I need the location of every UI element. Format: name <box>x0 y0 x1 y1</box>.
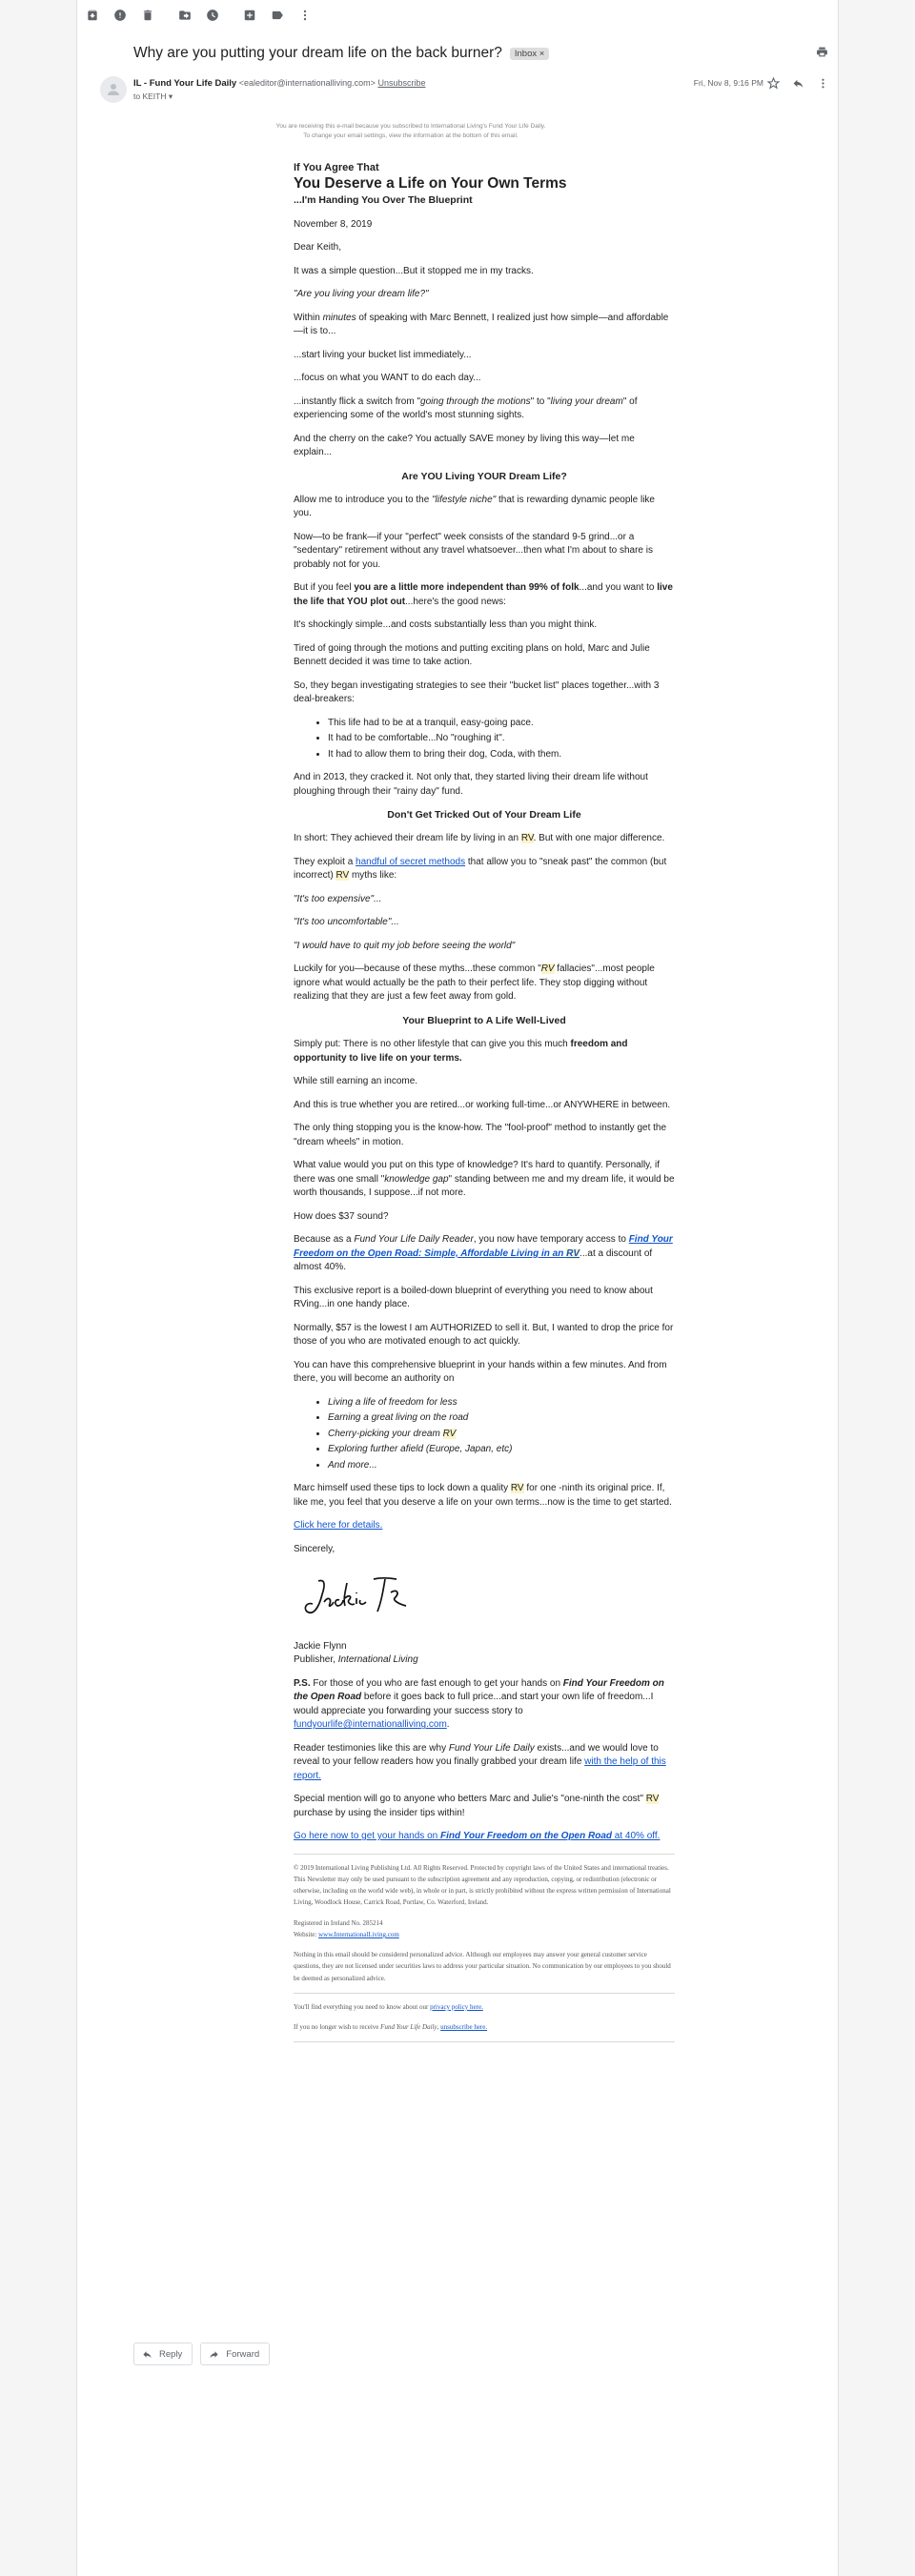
email-date: Fri, Nov 8, 9:16 PM <box>693 78 763 88</box>
sender-name[interactable]: IL - Fund Your Life Daily <box>133 78 237 89</box>
disclaimer-text: Nothing in this email should be considered personalized advice. Although our employees may answer your general customer service questions, they are not licensed under securities laws to address your particular situation. No communication by our employees to you should be deemed as personalized advice. <box>294 1951 671 1982</box>
remove-label-icon[interactable]: × <box>539 48 545 59</box>
myth-quote: "I would have to quit my job before seeing the world" <box>294 940 516 951</box>
paragraph: While still earning an income. <box>294 1076 418 1087</box>
report-spam-icon[interactable] <box>111 6 130 25</box>
recipient-line[interactable] <box>133 91 173 102</box>
paragraph: And this is true whether you are retired...or working full-time...or ANYWHERE in between. <box>294 1099 671 1110</box>
notice-line-1: You are receiving this e-mail because you subscribed to International Living's Fund Your Life Daily. <box>275 123 546 130</box>
website-link[interactable]: www.InternationalLiving.com <box>318 1930 399 1938</box>
paragraph: And the cherry on the cake? You actually SAVE money by living this way—let me explain... <box>294 433 635 458</box>
reply-forward-bar <box>133 2343 277 2365</box>
divider <box>294 1854 675 1855</box>
sender-line <box>133 78 425 89</box>
list-item: • Earning a great living on the road <box>328 1411 675 1426</box>
letter-date: November 8, 2019 <box>294 218 373 230</box>
section-heading: Don't Get Tricked Out of Your Dream Life <box>387 809 581 821</box>
paragraph <box>294 288 675 302</box>
paragraph: It's shockingly simple...and costs substantially less than you might think. <box>294 619 598 631</box>
delete-icon[interactable] <box>138 6 157 25</box>
paragraph: What value would you put on this type of knowledge? It's hard to quantify. Personally, if there was one small "knowledge gap" standing between me and my dream life, it would be worth thousands, I suppose...if not more. <box>294 1160 675 1199</box>
paragraph: You can have this comprehensive blueprint in your hands within a few minutes. And from there, you will become an authority on <box>294 1359 667 1385</box>
reply-arrow-icon <box>142 2349 152 2360</box>
paragraph: Sincerely, <box>294 1543 336 1554</box>
paragraph: Reader testimonies like this are why Fund Your Life Daily exists...and we would love to reveal to your fellow readers how you finally grabbed your dream life with the help of this report. <box>294 1742 666 1781</box>
details-link[interactable]: Click here for details. <box>294 1520 383 1531</box>
archive-icon[interactable] <box>83 6 102 25</box>
divider <box>294 2041 675 2042</box>
paragraph: Special mention will go to anyone who betters Marc and Julie's "one-ninth the cost" RV purchase by using the insider tips within! <box>294 1794 660 1818</box>
reply-icon[interactable] <box>790 75 805 91</box>
paragraph: And in 2013, they cracked it. Not only that, they started living their dream life without ploughing through their "rainy day" fund. <box>294 772 648 797</box>
inbox-label-chip[interactable] <box>510 48 549 60</box>
headline-3: ...I'm Handing You Over The Blueprint <box>294 194 473 207</box>
paragraph: Within minutes of speaking with Marc Bennett, I realized just how simple—and affordable—it is to... <box>294 312 669 337</box>
header-actions <box>756 75 830 91</box>
myth-quote: "It's too uncomfortable"... <box>294 917 399 928</box>
greeting: Dear Keith, <box>294 242 342 254</box>
paragraph: Now—to be frank—if your "perfect" week consists of the standard 9-5 grind...or a "sedentary" retirement without any travel whatsoever...then what I'm about to share is probably not for you. <box>294 531 653 570</box>
secret-methods-link[interactable]: handful of secret methods <box>356 856 466 867</box>
signature-block: Jackie Flynn Publisher, International Living <box>294 1640 418 1666</box>
discount-link[interactable]: Go here now to get your hands on Find Your Freedom on the Open Road at 40% off. <box>294 1831 661 1842</box>
paragraph: ...start living your bucket list immediately... <box>294 349 472 360</box>
paragraph: Simply put: There is no other lifestyle that can give you this much freedom and opportunity to live life on your terms. <box>294 1039 628 1064</box>
headline-1: If You Agree That <box>294 162 379 173</box>
sender-avatar <box>100 76 127 103</box>
copyright-text: © 2019 International Living Publishing Ltd. All Rights Reserved. Protected by copyright laws of the United States and international treaties. This Newsletter may only be used pursuant to the subscription agreement and any reproduction, copying, or redistribution (electronic or otherwise, including on the world wide web), in whole or in part, is strictly prohibited without the express written permission of International Living, Woodlock House, Carrick Road, Portlaw, Co. Waterford, Ireland. <box>294 1863 671 1907</box>
divider <box>294 1993 675 1994</box>
unsubscribe-line: If you no longer wish to receive Fund Your Life Daily, unsubscribe here. <box>294 2023 488 2032</box>
paragraph: Because as a Fund Your Life Daily Reader, you now have temporary access to Find Your Freedom on the Open Road: Simple, Affordable Living in an RV...at a discount of almost 40%. <box>294 1234 673 1273</box>
paragraph: Tired of going through the motions and putting exciting plans on hold, Marc and Julie Bennett decided it was time to take action. <box>294 642 650 668</box>
add-to-tasks-icon[interactable] <box>240 6 259 25</box>
headline-2: You Deserve a Life on Your Own Terms <box>294 175 567 193</box>
paragraph: It was a simple question...But it stopped me in my tracks. <box>294 265 534 276</box>
reply-button[interactable] <box>133 2343 193 2365</box>
postscript: P.S. For those of you who are fast enough to get your hands on Find Your Freedom on the Open Road before it goes back to full price...and start your own life of freedom...I would appreciate you forwarding your success story to fundyourlife@internationalliving.com. <box>294 1677 664 1731</box>
paragraph: The only thing stopping you is the know-how. The "fool-proof" method to instantly get the "dream wheels" in motion. <box>294 1123 667 1147</box>
list-item: • This life had to be at a tranquil, easy-going pace. <box>328 717 675 731</box>
star-icon[interactable] <box>765 75 781 91</box>
reply-label: Reply <box>159 2348 183 2360</box>
unsubscribe-link[interactable]: Unsubscribe <box>377 78 426 88</box>
recipient-text: to KEITH <box>133 91 167 101</box>
list-item: • It had to be comfortable...No "roughing it". <box>328 732 675 746</box>
privacy-policy-link[interactable]: privacy policy here. <box>430 2002 483 2011</box>
paragraph: This exclusive report is a boiled-down blueprint of everything you need to know about RVing...in one handy place. <box>294 1285 653 1310</box>
benefit-list <box>328 1396 675 1473</box>
registration-block: Registered in Ireland No. 285214 Website: www.InternationalLiving.com <box>294 1918 399 1938</box>
paragraph <box>294 1519 675 1533</box>
section-heading: Your Blueprint to A Life Well-Lived <box>402 1014 566 1026</box>
myth-quote: "It's too expensive"... <box>294 893 382 904</box>
subject-row <box>133 42 839 65</box>
paragraph: They exploit a handful of secret methods that allow you to "sneak past" the common (but incorrect) RV myths like: <box>294 856 667 882</box>
email-footer <box>294 1862 675 2043</box>
email-view <box>76 0 839 2576</box>
paragraph: Luckily for you—because of these myths...these common "RV fallacies"...most people ignore what would actually be the path to their perfect life. They stop digging without realizing that they are just a few feet away from gold. <box>294 963 655 1003</box>
inbox-label-text: Inbox <box>514 48 538 59</box>
list-item: • And more... <box>328 1459 675 1473</box>
toolbar <box>77 0 840 30</box>
forward-label: Forward <box>226 2348 260 2360</box>
chevron-down-icon[interactable]: ▾ <box>168 91 173 101</box>
report-link[interactable]: Find Your Freedom on the Open Road: Simple, Affordable Living in an RV <box>294 1234 673 1259</box>
more-icon[interactable] <box>295 6 315 25</box>
forward-button[interactable] <box>200 2343 270 2365</box>
paragraph: ...instantly flick a switch from "going through the motions" to "living your dream" of experiencing some of the world's most stunning sights. <box>294 396 638 421</box>
paragraph: So, they began investigating strategies to see their "bucket list" places together...with 3 deal-breakers: <box>294 679 660 705</box>
section-heading: Are YOU Living YOUR Dream Life? <box>401 470 567 482</box>
footer-unsubscribe-link[interactable]: unsubscribe here. <box>440 2023 488 2032</box>
subscription-notice <box>220 122 601 141</box>
more-options-icon[interactable] <box>815 75 830 91</box>
report-help-link[interactable]: with the help of this report. <box>294 1756 666 1781</box>
deal-breaker-list <box>328 717 675 762</box>
print-icon[interactable] <box>816 46 831 61</box>
sender-email: <ealeditor@internationalliving.com> <box>238 78 376 88</box>
snooze-icon[interactable] <box>203 6 222 25</box>
notice-line-2: To change your email settings, view the information at the bottom of this email. <box>303 132 518 139</box>
email-body <box>294 162 675 2050</box>
paragraph: Marc himself used these tips to lock down a quality RV for one -ninth its original price. If, like me, you feel that you deserve a life on your own terms...now is the time to get started. <box>294 1483 672 1508</box>
list-item: • Cherry-picking your dream RV <box>328 1428 675 1442</box>
paragraph <box>294 1830 675 1844</box>
label-icon[interactable] <box>268 6 287 25</box>
quote: "Are you living your dream life?" <box>294 289 429 300</box>
paragraph: Normally, $57 is the lowest I am AUTHORIZED to sell it. But, I wanted to drop the price for those of you who are motivated enough to act quickly. <box>294 1322 674 1348</box>
privacy-line: You'll find everything you need to know about our privacy policy here. <box>294 2002 483 2011</box>
success-story-email-link[interactable]: fundyourlife@internationalliving.com <box>294 1719 447 1731</box>
paragraph: How does $37 sound? <box>294 1210 389 1222</box>
forward-arrow-icon <box>209 2349 219 2360</box>
list-item: • It had to allow them to bring their dog, Coda, with them. <box>328 748 675 762</box>
signature-name: Jackie Flynn <box>294 1640 347 1652</box>
email-subject: Why are you putting your dream life on the back burner? <box>133 45 502 61</box>
paragraph: Allow me to introduce you to the "lifestyle niche" that is rewarding dynamic people like you. <box>294 494 655 519</box>
list-item: • Living a life of freedom for less <box>328 1396 675 1410</box>
paragraph: ...focus on what you WANT to do each day... <box>294 373 481 384</box>
paragraph: But if you feel you are a little more independent than 99% of folk...and you want to live the life that YOU plot out...here's the good news: <box>294 582 673 607</box>
list-item: • Exploring further afield (Europe, Japan, etc) <box>328 1443 675 1457</box>
move-to-icon[interactable] <box>175 6 194 25</box>
paragraph: In short: They achieved their dream life by living in an RV. But with one major difference. <box>294 833 665 844</box>
handwritten-signature <box>301 1570 416 1625</box>
